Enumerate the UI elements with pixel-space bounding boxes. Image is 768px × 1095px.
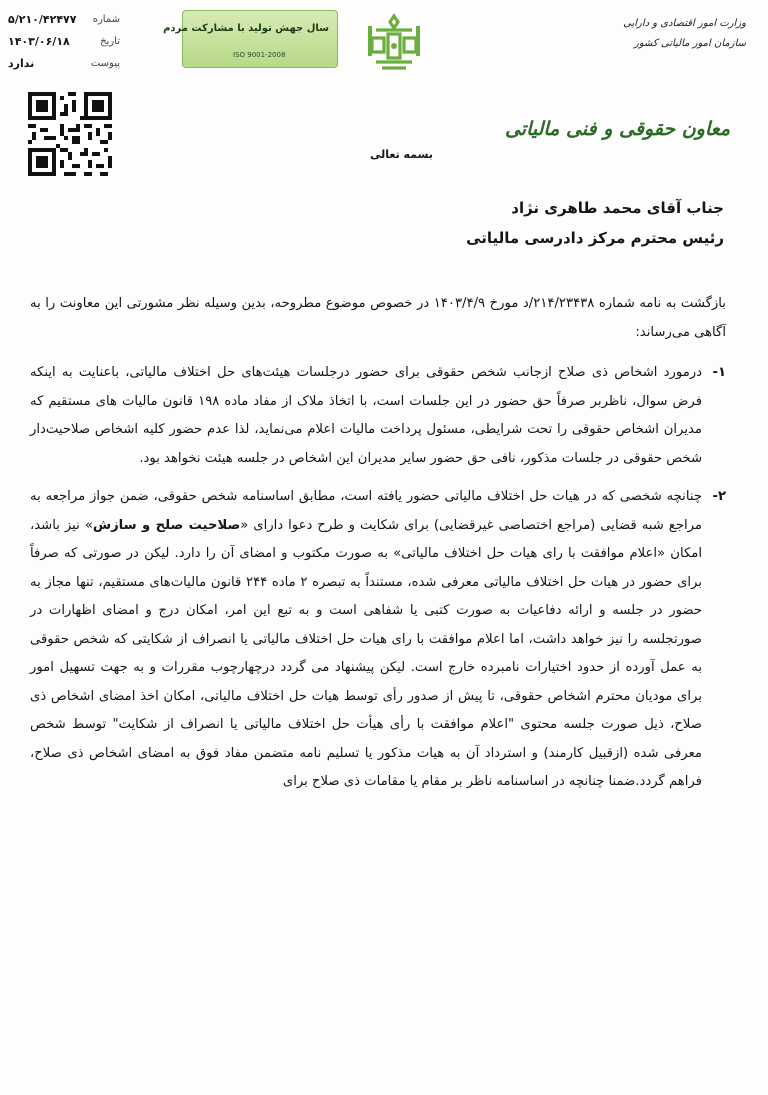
item-text — [30, 483, 702, 797]
letter-date-row — [8, 30, 120, 52]
slogan-text: سال جهش تولید با مشارکت مردم — [163, 23, 329, 34]
iso-text: ISO 9001-2008 — [233, 51, 286, 59]
ministry-header — [586, 14, 746, 54]
bismillah: بسمه تعالی — [370, 148, 433, 161]
letter-date: ۱۴۰۳/۰۶/۱۸ — [8, 34, 70, 48]
qr-code-icon — [28, 92, 112, 176]
attachment-label: پیوست — [90, 57, 120, 69]
letter-meta — [8, 8, 120, 74]
item-text-part: چنانچه شخصی که در هیات حل اختلاف مالیاتی حضور یافته است، مطابق اساسنامه شخص حقوقی، ضمن جواز مراجعه به مراجع شبه قضایی (مراجع اختصاصی غیرقضایی) برای شکایت و طرح دعوا دارای « — [30, 489, 702, 533]
letter-number-row — [8, 8, 120, 30]
slogan-banner — [163, 10, 338, 68]
attachment-row — [8, 52, 120, 74]
item-number: ۱- — [712, 365, 726, 380]
letter-date-label: تاریخ — [100, 35, 120, 47]
item-text-part: » نیز باشد، امکان «اعلام موافقت با رای هیات حل اختلاف مالیاتی» به صورت مکتوب و امضای آن را دارد. لیکن در صورتی که صرفاً برای حضور در هیات حل اختلاف مالیاتی معرفی شده، مستنداً به تبصره ۲ ماده ۲۴۴ قانون مالیات‌های مستقیم، تنها مجاز به حضور در جلسه و ارائه دفاعیات به صورت کتبی یا شفاهی است و به تبع این امر، امکان درج و امضای اظهارات در صورتجلسه را نیز خواهد داشت، اما اعلام موافقت با رای هیات حل اختلاف مالیاتی یا انصراف از شکایتی که شخص حقوقی به عمل آورده از حدود اختیارات نامبرده خارج است. لیکن پیشنهاد می گردد درچهارچوب مقررات و به جهت تسهیل امور برای مودیان محترم اشخاص حقوقی، تا پیش از صدور رأی توسط هیات حل اختلاف مالیاتی، امکان اخذ امضای اشخاص ذی صلاح، ذیل صورت جلسه محتوی "اعلام موافقت با رأی هیأت حل اختلاف مالیاتی یا انصراف از شکایت" توسط شخص معرفی شده (ازقبیل کارمند) و استرداد آن به هیات مذکور یا تسلیم نامه متضمن مفاد فوق به امضای اشخاص ذی صلاح، فراهم گردد.ضمنا چنانچه در اساسنامه ناظر بر مقام یا مقامات ذی صلاح برای — [30, 517, 703, 789]
addressee-name: جناب آقای محمد طاهری نژاد — [511, 199, 724, 217]
item-text: درمورد اشخاص ذی صلاح ازجانب شخص حقوقی برای حضور درجلسات هیئت‌های حل اختلاف مالیاتی، باعنایت به اینکه فرض سوال، ناظربر صرفاً حق حضور در این جلسات است، با اتخاذ ملاک از مفاد ماده ۱۹۸ قانون مالیات های مستقیم که مدیران اشخاص حقوقی را تحت شرایطی، مسئول پرداخت مالیات اعلام می‌نماید، لذا عدم حضور کلیه اشخاص صلاحیت‌دار شخص حقوقی در جلسات مذکور، نافی حق حضور سایر مدیران این اشخاص در جلسه هیئت نخواهد بود. — [30, 365, 703, 466]
list-item — [30, 359, 726, 473]
letter-body — [30, 290, 726, 797]
department-title: معاون حقوقی و فنی مالیاتی — [504, 118, 730, 140]
list-item — [30, 483, 726, 797]
addressee — [466, 193, 724, 253]
intro-paragraph: بازگشت به نامه شماره ۲۱۴/۲۳۴۳۸/د مورخ ۱۴۰۳/۴/۹ در خصوص موضوع مطروحه، بدین وسیله نظر مشورتی این معاونت را به آگاهی می‌رساند: — [30, 296, 726, 340]
tax-organization-emblem-icon — [362, 12, 426, 74]
item-text-emphasis: صلاحیت صلح و سازش — [92, 517, 241, 533]
ministry-name: وزارت امور اقتصادی و دارایی — [623, 18, 746, 29]
letter-number: ۵/۲۱۰/۴۲۴۷۷ — [8, 12, 77, 26]
letter-number-label: شماره — [92, 13, 120, 25]
addressee-title: رئیس محترم مرکز دادرسی مالیاتی — [466, 229, 724, 247]
organization-name: سازمان امور مالیاتی کشور — [634, 38, 746, 49]
item-number: ۲- — [712, 489, 726, 504]
attachment-value: ندارد — [8, 56, 35, 70]
